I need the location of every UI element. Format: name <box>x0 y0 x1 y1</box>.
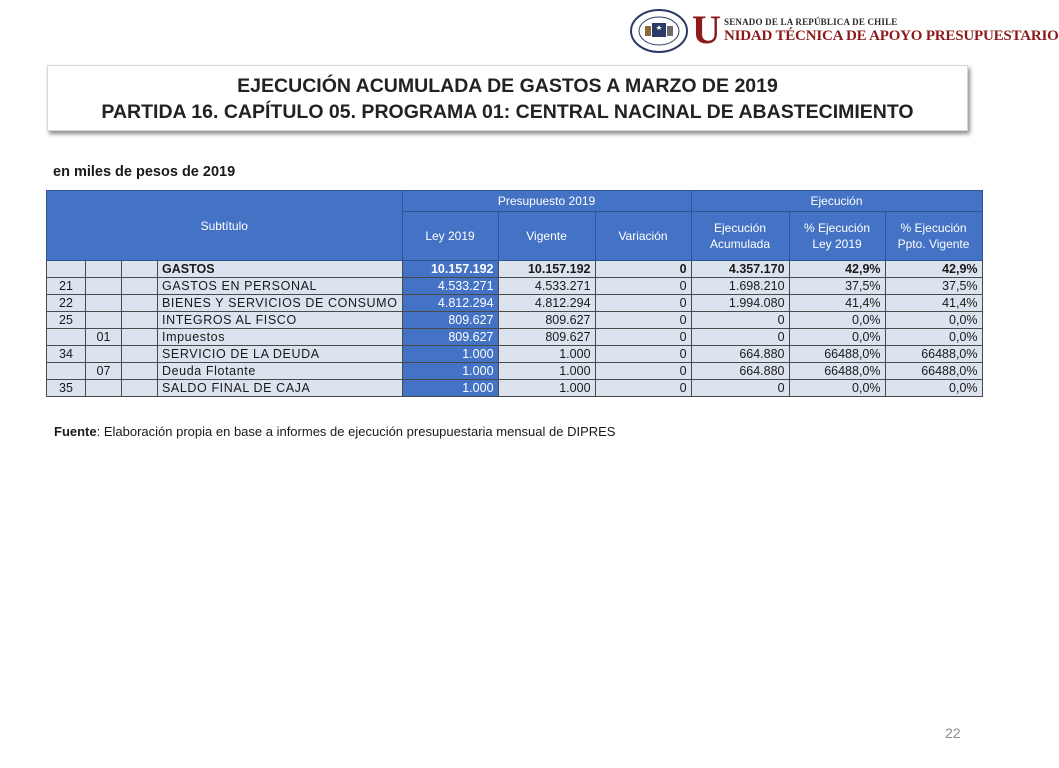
cell-pct-ley: 0,0% <box>789 312 885 329</box>
cell-vigente: 809.627 <box>498 329 595 346</box>
cell-asignacion <box>122 295 158 312</box>
cell-ejecucion: 1.698.210 <box>691 278 789 295</box>
table-row <box>47 346 983 363</box>
cell-item <box>86 278 122 295</box>
cell-subtitulo: 34 <box>47 346 86 363</box>
cell-item <box>86 380 122 397</box>
cell-ley: 1.000 <box>402 363 498 380</box>
cell-concepto: Deuda Flotante <box>158 363 403 380</box>
cell-ley: 809.627 <box>402 329 498 346</box>
page-number: 22 <box>945 725 961 741</box>
header-pct-ley-line1: % Ejecución <box>803 221 871 235</box>
logo-letter: U <box>692 7 721 52</box>
cell-item: 07 <box>86 363 122 380</box>
cell-subtitulo <box>47 329 86 346</box>
cell-subtitulo: 35 <box>47 380 86 397</box>
cell-vigente: 809.627 <box>498 312 595 329</box>
header-ejec-acum-line2: Acumulada <box>709 237 771 251</box>
header-ley: Ley 2019 <box>402 212 498 261</box>
logo-senate-text: SENADO DE LA REPÚBLICA DE CHILE <box>724 17 898 27</box>
cell-concepto: GASTOS EN PERSONAL <box>158 278 403 295</box>
senate-seal-icon <box>630 9 688 53</box>
cell-pct-ley: 37,5% <box>789 278 885 295</box>
page-title: EJECUCIÓN ACUMULADA DE GASTOS A MARZO DE 2019 <box>237 75 778 97</box>
cell-subtitulo <box>47 363 86 380</box>
header-subtitulo: Subtítulo <box>47 191 403 261</box>
cell-pct-ley: 0,0% <box>789 329 885 346</box>
cell-variacion: 0 <box>595 380 691 397</box>
cell-concepto: INTEGROS AL FISCO <box>158 312 403 329</box>
cell-item <box>86 312 122 329</box>
cell-pct-vigente: 42,9% <box>885 261 982 278</box>
cell-asignacion <box>122 380 158 397</box>
cell-ley: 4.533.271 <box>402 278 498 295</box>
cell-ley: 1.000 <box>402 380 498 397</box>
header-variacion: Variación <box>595 212 691 261</box>
cell-pct-vigente: 0,0% <box>885 380 982 397</box>
table-row <box>47 380 983 397</box>
logo-unit-text: NIDAD TÉCNICA DE APOYO PRESUPUESTARIO <box>724 28 1059 44</box>
cell-concepto: SALDO FINAL DE CAJA <box>158 380 403 397</box>
header-ejecucion: Ejecución <box>691 191 982 212</box>
cell-concepto: GASTOS <box>158 261 403 278</box>
header-ejecucion-acumulada <box>691 212 789 261</box>
table-row <box>47 261 983 278</box>
cell-ejecucion: 664.880 <box>691 346 789 363</box>
cell-pct-ley: 0,0% <box>789 380 885 397</box>
cell-pct-vigente: 66488,0% <box>885 346 982 363</box>
header-presupuesto: Presupuesto 2019 <box>402 191 691 212</box>
cell-asignacion <box>122 312 158 329</box>
senate-logo <box>626 6 1059 56</box>
cell-asignacion <box>122 329 158 346</box>
header-pct-vig-line2: Ppto. Vigente <box>897 237 970 251</box>
cell-ejecucion: 0 <box>691 312 789 329</box>
cell-asignacion <box>122 278 158 295</box>
source-note <box>54 424 615 439</box>
cell-vigente: 10.157.192 <box>498 261 595 278</box>
cell-item: 01 <box>86 329 122 346</box>
cell-variacion: 0 <box>595 261 691 278</box>
cell-concepto: BIENES Y SERVICIOS DE CONSUMO <box>158 295 403 312</box>
cell-ejecucion: 4.357.170 <box>691 261 789 278</box>
table-row <box>47 295 983 312</box>
cell-vigente: 1.000 <box>498 380 595 397</box>
cell-variacion: 0 <box>595 295 691 312</box>
cell-ejecucion: 0 <box>691 329 789 346</box>
cell-subtitulo: 22 <box>47 295 86 312</box>
cell-pct-ley: 66488,0% <box>789 363 885 380</box>
page-subtitle: PARTIDA 16. CAPÍTULO 05. PROGRAMA 01: CENTRAL NACINAL DE ABASTECIMIENTO <box>101 101 914 123</box>
cell-variacion: 0 <box>595 312 691 329</box>
cell-pct-ley: 41,4% <box>789 295 885 312</box>
cell-asignacion <box>122 363 158 380</box>
cell-concepto: SERVICIO DE LA DEUDA <box>158 346 403 363</box>
cell-pct-vigente: 0,0% <box>885 329 982 346</box>
cell-variacion: 0 <box>595 329 691 346</box>
cell-vigente: 4.533.271 <box>498 278 595 295</box>
budget-table <box>46 190 983 397</box>
cell-asignacion <box>122 261 158 278</box>
cell-pct-ley: 42,9% <box>789 261 885 278</box>
header-pct-ley-line2: Ley 2019 <box>812 237 862 251</box>
source-label: Fuente <box>54 424 97 439</box>
cell-ley: 4.812.294 <box>402 295 498 312</box>
table-row <box>47 278 983 295</box>
header-ejec-acum-line1: Ejecución <box>714 221 767 235</box>
cell-item <box>86 346 122 363</box>
cell-item <box>86 261 122 278</box>
cell-variacion: 0 <box>595 346 691 363</box>
cell-vigente: 4.812.294 <box>498 295 595 312</box>
header-pct-ley <box>789 212 885 261</box>
cell-ley: 1.000 <box>402 346 498 363</box>
cell-pct-ley: 66488,0% <box>789 346 885 363</box>
cell-subtitulo: 25 <box>47 312 86 329</box>
cell-ejecucion: 1.994.080 <box>691 295 789 312</box>
header-vigente: Vigente <box>498 212 595 261</box>
cell-subtitulo: 21 <box>47 278 86 295</box>
cell-ejecucion: 664.880 <box>691 363 789 380</box>
units-note: en miles de pesos de 2019 <box>53 164 236 180</box>
table-row <box>47 312 983 329</box>
cell-ejecucion: 0 <box>691 380 789 397</box>
cell-asignacion <box>122 346 158 363</box>
cell-vigente: 1.000 <box>498 346 595 363</box>
cell-pct-vigente: 37,5% <box>885 278 982 295</box>
cell-item <box>86 295 122 312</box>
cell-pct-vigente: 0,0% <box>885 312 982 329</box>
cell-pct-vigente: 41,4% <box>885 295 982 312</box>
table-row <box>47 329 983 346</box>
cell-variacion: 0 <box>595 363 691 380</box>
cell-ley: 809.627 <box>402 312 498 329</box>
header-pct-vigente <box>885 212 982 261</box>
cell-subtitulo <box>47 261 86 278</box>
cell-concepto: Impuestos <box>158 329 403 346</box>
cell-ley: 10.157.192 <box>402 261 498 278</box>
cell-vigente: 1.000 <box>498 363 595 380</box>
header-pct-vig-line1: % Ejecución <box>900 221 967 235</box>
title-box <box>47 65 968 131</box>
table-row <box>47 363 983 380</box>
source-text: : Elaboración propia en base a informes de ejecución presupuestaria mensual de DIPRES <box>96 424 616 439</box>
cell-variacion: 0 <box>595 278 691 295</box>
cell-pct-vigente: 66488,0% <box>885 363 982 380</box>
